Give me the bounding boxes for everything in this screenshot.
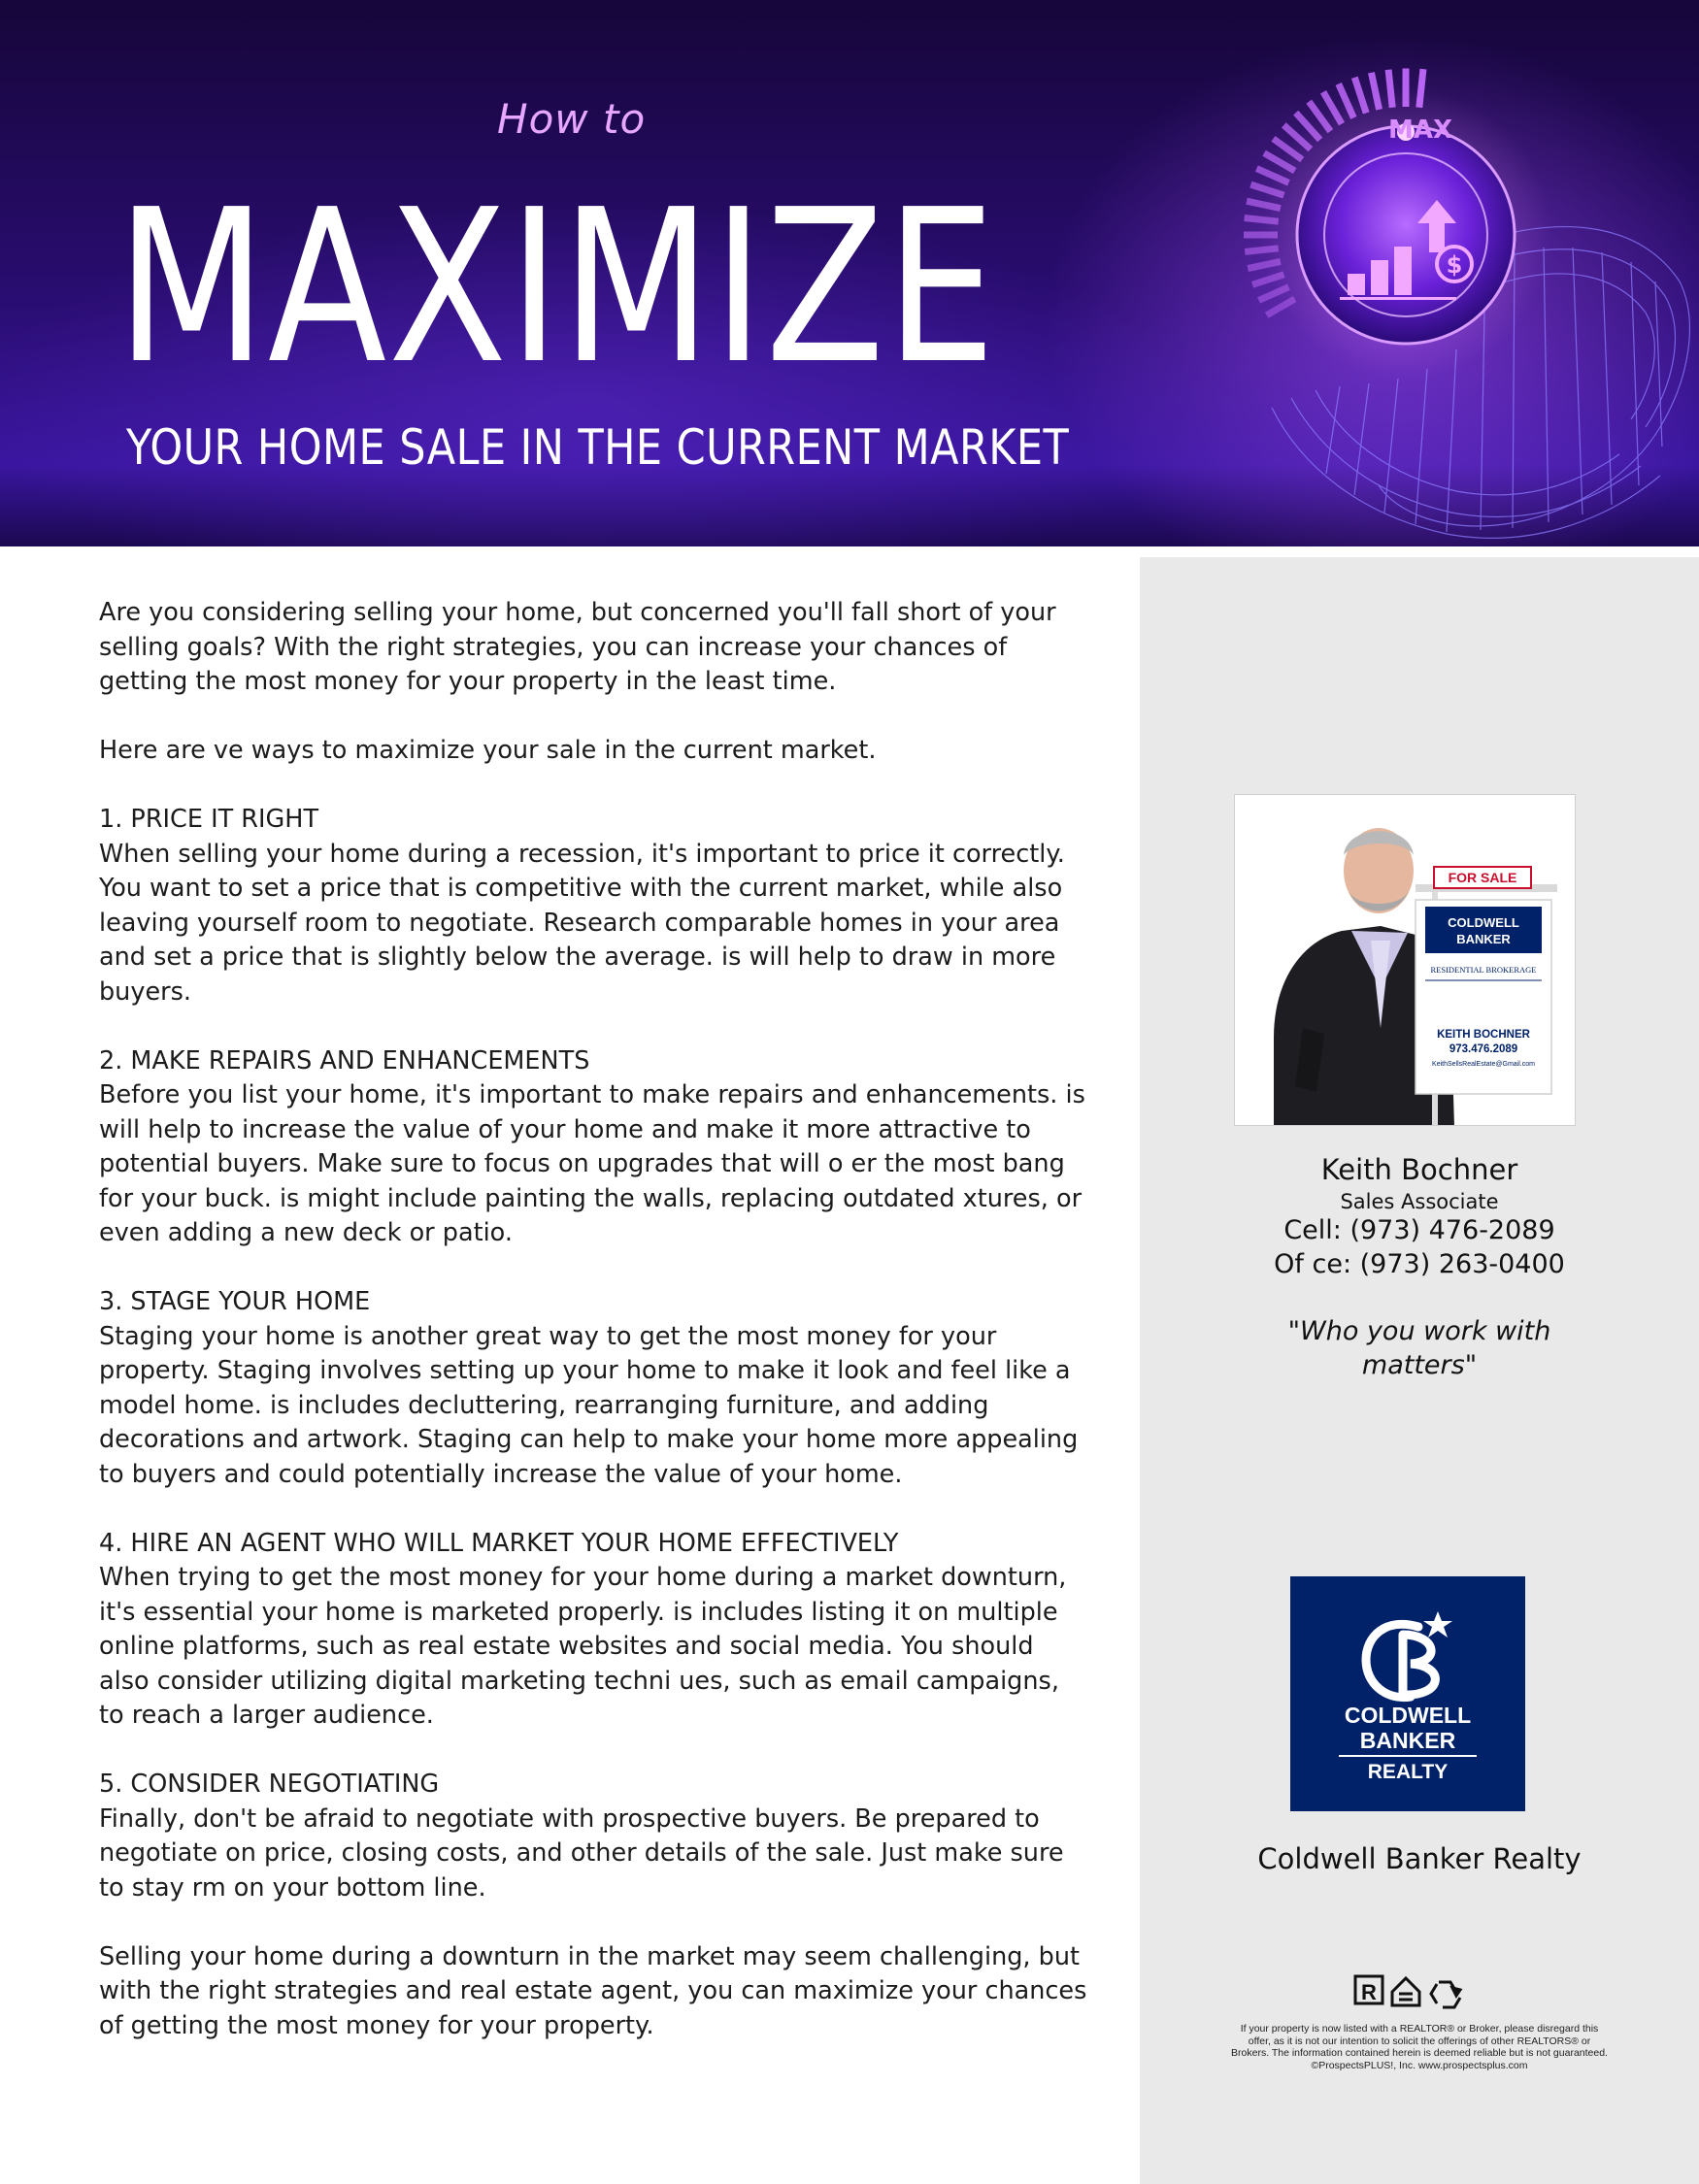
section-heading-stage: 3. STAGE YOUR HOME <box>99 1287 371 1316</box>
svg-text:RESIDENTIAL BROKERAGE: RESIDENTIAL BROKERAGE <box>1430 965 1537 975</box>
logo-line-banker: BANKER <box>1359 1728 1456 1753</box>
svg-text:KEITH BOCHNER: KEITH BOCHNER <box>1437 1029 1530 1041</box>
disclaimer-line-1: If your property is now listed with a REALTOR® or Broker, please disregard this <box>1240 2023 1599 2035</box>
agent-sidebar <box>1140 557 1699 2184</box>
disclaimer-line-3: Brokers. The information contained herein is deemed reliable but is not guaranteed. <box>1231 2047 1608 2059</box>
headline: MAXIMIZE <box>117 165 998 411</box>
agent-office-phone: Of ce: (973) 263-0400 <box>1274 1249 1565 1279</box>
agent-title: Sales Associate <box>1340 1190 1499 1213</box>
star-icon <box>1423 1611 1452 1638</box>
disclaimer-line-4: ©ProspectsPLUS!, Inc. www.prospectsplus.com <box>1311 2059 1528 2071</box>
lead-paragraph: Here are ve ways to maximize your sale in the current market. <box>99 736 877 765</box>
equal-housing-icon <box>1392 1978 1419 2005</box>
section-body-stage: Staging your home is another great way to get the most money for your property. Staging involves setting up your home to make it look and feel like a model home. is includes decluttering, rearranging furniture, and adding decorations and artwork. Staging can help to make your home more appealing to buyers and could potentially increase the value of your home. <box>99 1321 1079 1489</box>
logo-line-coldwell: COLDWELL <box>1344 1703 1472 1728</box>
agent-cell-phone: Cell: (973) 476-2089 <box>1283 1215 1555 1245</box>
section-body-repairs: Before you list your home, it's important to make repairs and enhancements. is will help to increase the value of your home and make it more attractive to potential buyers. Make sure to focus on upgrades that will o er the most bang for your buck. is might include painting the walls, replacing outdated xtures, or even adding a new deck or patio. <box>99 1080 1085 1247</box>
svg-text:FOR SALE: FOR SALE <box>1448 870 1517 885</box>
section-heading-repairs: 2. MAKE REPAIRS AND ENHANCEMENTS <box>99 1045 590 1075</box>
svg-text:973.476.2089: 973.476.2089 <box>1449 1043 1518 1055</box>
legal-disclaimer <box>1206 2023 1633 2071</box>
intro-paragraph: Are you considering selling your home, but concerned you'll fall short of your selling goals? With the right strategies, you can increase your chances of getting the most money for your property in the least time. <box>99 598 1056 696</box>
agent-photo <box>1234 794 1576 1126</box>
section-body-agent: When trying to get the most money for your home during a market downturn, it's essential your home is marketed properly. is includes listing it on multiple online platforms, such as real estate websites and social media. You should also consider utilizing digital marketing techni ues, such as email campaigns, to reach a larger audience. <box>99 1563 1067 1730</box>
agent-name: Keith Bochner <box>1320 1153 1518 1186</box>
svg-text:KeithSellsRealEstate@Gmail.com: KeithSellsRealEstate@Gmail.com <box>1432 1061 1535 1068</box>
max-label: MAX <box>1388 116 1453 145</box>
svg-text:COLDWELL: COLDWELL <box>1448 915 1519 930</box>
section-body-price: When selling your home during a recession, it's important to price it correctly. You want to set a price that is competitive with the current market, while also leaving yourself room to negotiate. Research comparable homes in your area and set a price that is slightly below the average. is will help to draw in more buyers. <box>99 839 1065 1007</box>
company-name: Coldwell Banker Realty <box>1257 1842 1582 1875</box>
coldwell-banker-logo <box>1290 1576 1525 1811</box>
compliance-badges <box>1353 1974 1489 2009</box>
svg-text:R: R <box>1361 1980 1377 2004</box>
subtitle: YOUR HOME SALE IN THE CURRENT MARKET <box>126 419 1070 476</box>
article-body <box>99 596 1089 2043</box>
recycle-icon <box>1431 1982 1460 2007</box>
closing-paragraph: Selling your home during a downturn in the market may seem challenging, but with the right strategies and real estate agent, you can maximize your chances of getting the most money for your property. <box>99 1941 1087 2040</box>
logo-line-realty: REALTY <box>1367 1761 1449 1783</box>
svg-text:$: $ <box>1446 251 1463 279</box>
section-heading-negotiate: 5. CONSIDER NEGOTIATING <box>99 1770 440 1799</box>
for-sale-sign-icon <box>1416 867 1557 1126</box>
disclaimer-line-2: offer, as it is not our intention to solicit the offerings of other REALTORS® or <box>1248 2035 1591 2047</box>
realtor-icon <box>1355 1976 1383 2004</box>
how-to-label: How to <box>497 95 647 143</box>
section-heading-agent: 4. HIRE AN AGENT WHO WILL MARKET YOUR HOME EFFECTIVELY <box>99 1528 899 1558</box>
section-body-negotiate: Finally, don't be afraid to negotiate with prospective buyers. Be prepared to negotiate on price, closing costs, and other details of the sale. Just make sure to stay rm on your bottom line. <box>99 1803 1064 1903</box>
hero-banner <box>0 0 1699 546</box>
svg-text:BANKER: BANKER <box>1456 932 1511 946</box>
agent-tagline: "Who you work with matters" <box>1287 1316 1551 1380</box>
hand-dial-illustration <box>1155 58 1699 546</box>
cb-monogram-icon <box>1366 1624 1435 1697</box>
section-heading-price: 1. PRICE IT RIGHT <box>99 805 319 834</box>
